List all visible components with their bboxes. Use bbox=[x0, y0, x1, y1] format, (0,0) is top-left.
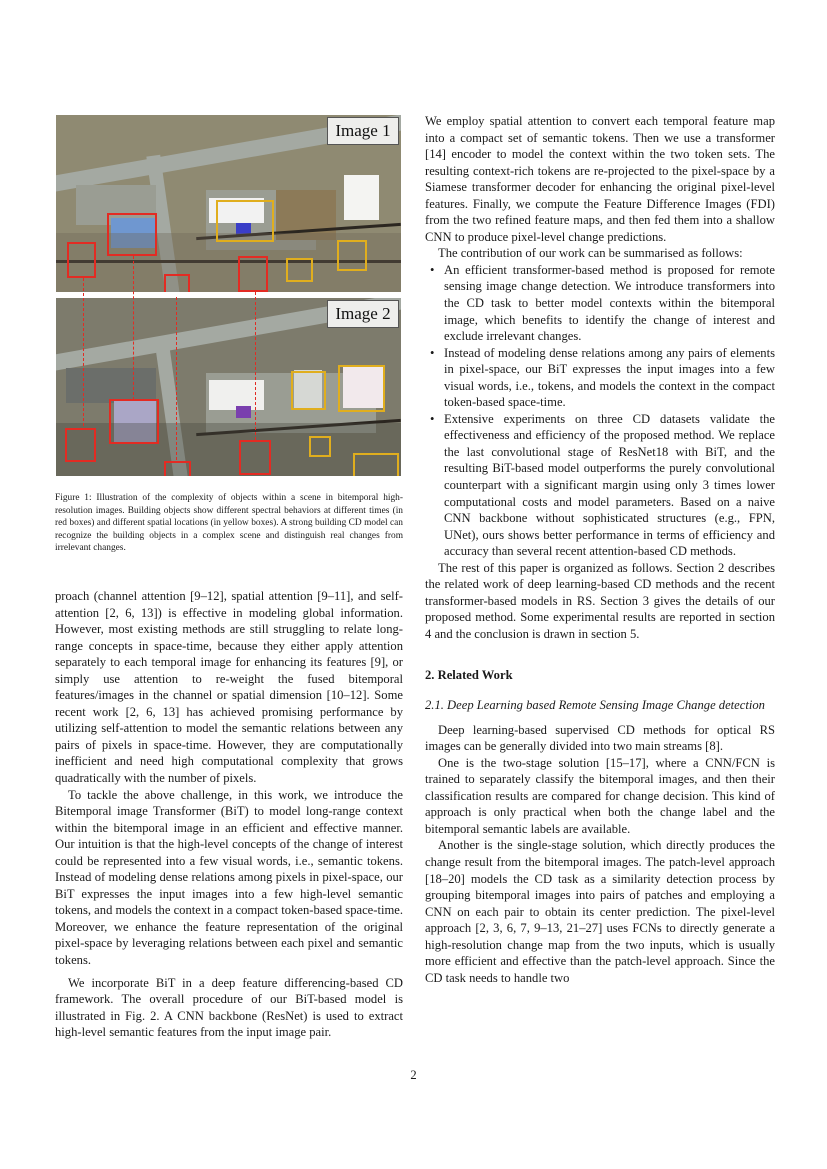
correspondence-arrow bbox=[255, 292, 256, 440]
residential-area bbox=[56, 423, 401, 476]
body-paragraph: One is the two-stage solution [15–17], where a CNN/FCN is trained to separately classify the bitemporal images, and then their classification results are compared for change decision. This kind of approach is only practical when both the change label and the bitemporal semantic labels are available. bbox=[425, 755, 775, 836]
correspondence-arrow bbox=[176, 297, 177, 460]
location-box-yellow bbox=[309, 436, 331, 457]
body-paragraph: We incorporate BiT in a deep feature differencing-based CD framework. The overall procedure of our BiT-based model is illustrated in Fig. 2. A CNN backbone (ResNet) is used to extract high-level semantic features from the input image pair. bbox=[55, 975, 403, 1040]
location-box-yellow bbox=[291, 371, 326, 410]
building bbox=[236, 406, 251, 418]
list-item: • Instead of modeling dense relations among any pairs of elements in pixel-space, our BiT expresses the input images into a few visual words, i.e., tokens, and models the context in the compact token-based space-time. bbox=[430, 345, 775, 410]
parking-lot bbox=[66, 368, 156, 403]
location-box-yellow bbox=[338, 365, 385, 412]
right-column bbox=[425, 113, 775, 986]
satellite-image-2 bbox=[56, 298, 401, 476]
location-box-yellow bbox=[353, 453, 399, 476]
body-paragraph: Another is the single-stage solution, which directly produces the change result from the bitemporal images. The patch-level approach [18–20] models the CD task as a similarity detection process by grouping bitemporal images into pairs of patches and employing a CNN on each pair to obtain its center prediction. The pixel-level approach [2, 3, 6, 7, 9–13, 21–27] uses FCNs to directly generate a high-resolution change map from the two inputs, which is usually more efficient and effective than the patch-level approach. Since the CD task needs to handle two bbox=[425, 838, 775, 985]
change-box-red bbox=[239, 440, 271, 475]
body-paragraph: Deep learning-based supervised CD methods for optical RS images can be generally divided into two main streams [8]. bbox=[425, 722, 775, 754]
location-box-yellow bbox=[216, 200, 274, 242]
bullet-icon: • bbox=[430, 345, 435, 360]
body-paragraph: proach (channel attention [9–12], spatial attention [9–11], and self-attention [2, 6, 13]) is effective in modeling global information. However, most existing methods are still struggling to relate long-range concepts in space-time, because they either apply attention separately to each temporal image for enhancing its features [9], or simply use attention to re-weight the fused bitemporal features/images in the channel or spatial dimension [10–12]. Some recent work [2, 6, 13] has achieved promising performance by utilizing self-attention to model the semantic relations between any pairs of pixels in space-time. However, they are computationally inefficient and need high computational complexity that grows quadratically with the number of pixels. bbox=[55, 589, 403, 786]
change-box-red bbox=[65, 428, 96, 462]
correspondence-arrow bbox=[83, 278, 84, 426]
change-box-red bbox=[164, 274, 190, 292]
satellite-image-1 bbox=[56, 115, 401, 292]
contribution-intro: The contribution of our work can be summarised as follows: bbox=[438, 246, 743, 261]
subsection-heading: 2.1. Deep Learning based Remote Sensing Image Change detection bbox=[425, 698, 765, 713]
body-paragraph: The rest of this paper is organized as follows. Section 2 describes the related work of deep learning-based CD methods and the recent transformer-based models in RS. Section 3 gives the details of our proposed method. Some experimental results are reported in section 4 and the conclusion is drawn in section 5. bbox=[425, 560, 775, 641]
change-box-red bbox=[164, 461, 191, 476]
correspondence-arrow bbox=[133, 256, 134, 400]
figure-caption: Figure 1: Illustration of the complexity of objects within a scene in bitemporal high-resolution images. Building objects show different spectral behaviors at different times (in red boxes) and different spatial locations (in yellow boxes). A strong building CD model can recognize the building objects in a complex scene and distinguish real changes from irrelevant changes. bbox=[55, 493, 403, 554]
image-1-label: Image 1 bbox=[327, 117, 399, 145]
page-number: 2 bbox=[410, 1068, 417, 1082]
list-item: • An efficient transformer-based method is proposed for remote sensing image change detection. We introduce transformers into the CD task to better model contexts within the bitemporal image, which benefits to identify the change of interest and exclude irrelevant changes. bbox=[430, 262, 775, 344]
building bbox=[344, 175, 379, 220]
location-box-yellow bbox=[337, 240, 367, 271]
body-paragraph: We employ spatial attention to convert each temporal feature map into a compact set of semantic tokens. Then we use a transformer [14] encoder to model the context within the two token sets. The resulting context-rich tokens are re-projected to the pixel-space by a Siamese transformer decoder for enhancing the original pixel-level features. Finally, we compute the Feature Difference Images (FDI) from the two refined feature maps, and then fed them into a shallow CNN to produce pixel-level change predictions. bbox=[425, 114, 775, 244]
contribution-list bbox=[425, 262, 775, 560]
change-box-red bbox=[107, 213, 157, 256]
change-box-red bbox=[67, 242, 96, 278]
image-2-label: Image 2 bbox=[327, 300, 399, 328]
figure-1 bbox=[56, 115, 401, 476]
location-box-yellow bbox=[286, 258, 313, 282]
list-item: • Extensive experiments on three CD datasets validate the effectiveness and efficiency of the proposed method. We replace the last convolutional stage of ResNet18 with BiT, and the resulting BiT-based model outperforms the purely convolutional counterpart with a significant margin using only 3 times lower computational costs and model parameters. Based on a naive CNN backbone without sophisticated structures (e.g., FPN, UNet), ours shows better performance in terms of efficiency and accuracy than several recent attention-based CD methods. bbox=[430, 411, 775, 559]
body-paragraph: To tackle the above challenge, in this work, we introduce the Bitemporal image Transformer (BiT) to model long-range context within the bitemporal image in an efficient and effective manner. Our intuition is that the high-level concepts of the change of interest could be represented into a few visual words, i.e., semantic tokens. Instead of modeling dense relations among pixels in pixel-space, our BiT expresses the input images into a few high-level semantic tokens, and models the context in a compact token-based space-time. Moreover, we enhance the feature representation of the original pixel-space by leveraging relations between each pixel and semantic tokens. bbox=[55, 787, 403, 968]
bullet-icon: • bbox=[430, 262, 435, 277]
change-box-red bbox=[238, 256, 268, 292]
left-column bbox=[55, 588, 403, 1041]
change-box-red bbox=[109, 399, 159, 444]
section-heading: 2. Related Work bbox=[425, 667, 513, 682]
bullet-icon: • bbox=[430, 411, 435, 426]
